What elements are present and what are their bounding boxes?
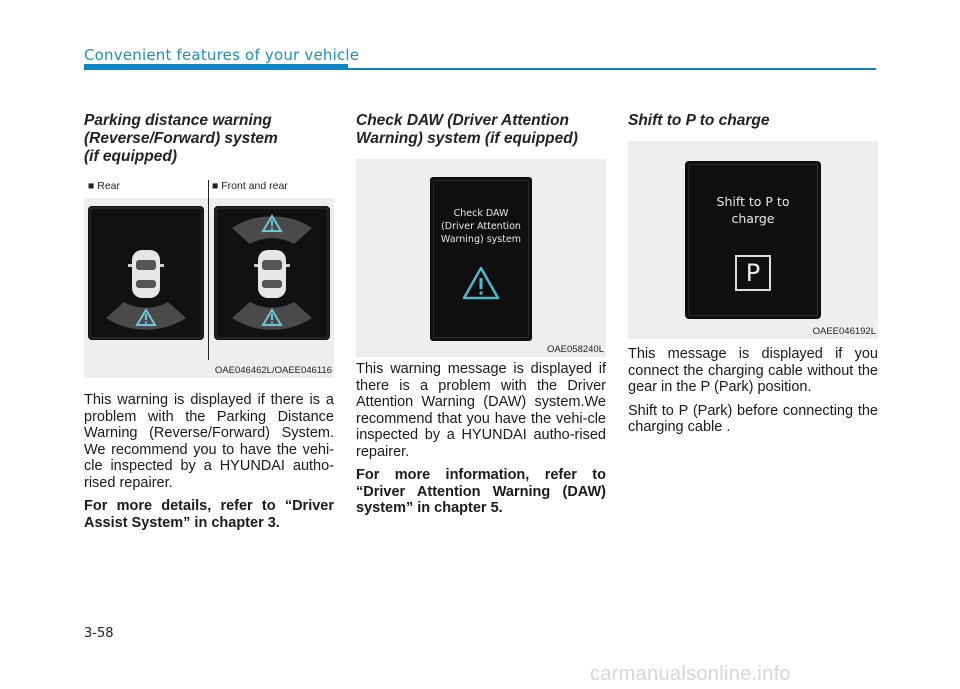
section-body bbox=[84, 392, 334, 531]
paragraph: This warning message is displayed if there is a problem with the Driver Attention Warning (DAW) system.We recommend that you have the vehi-cle inspected by a HYUNDAI autho-rised repairer. bbox=[356, 361, 606, 460]
section-body bbox=[356, 361, 606, 517]
shift-to-p-figure bbox=[628, 141, 878, 339]
figure-code: OAE058240L bbox=[546, 344, 604, 355]
parking-warning-figure bbox=[84, 180, 334, 378]
screen-line: (Driver Attention bbox=[441, 221, 521, 232]
rear-sensor-screen bbox=[88, 206, 204, 340]
section-check-daw bbox=[356, 110, 606, 524]
header-accent-bar bbox=[84, 64, 348, 70]
figure-code: OAE046462L/OAEE046116 bbox=[214, 365, 332, 376]
daw-warning-figure bbox=[356, 159, 606, 357]
section-shift-to-p bbox=[628, 110, 878, 443]
front-rear-sensor-screen bbox=[214, 206, 330, 340]
screen-message bbox=[685, 193, 821, 227]
title-line: Check DAW (Driver Attention bbox=[356, 112, 570, 129]
title-line: (Reverse/Forward) system bbox=[84, 130, 278, 147]
reference-note: For more information, refer to “Driver Attention Warning (DAW) system” in chapter 5. bbox=[356, 467, 606, 516]
title-line: (if equipped) bbox=[84, 148, 177, 165]
title-line: Warning) system (if equipped) bbox=[356, 130, 578, 147]
section-parking-distance-warning bbox=[84, 110, 334, 538]
screen-line: Warning) system bbox=[440, 234, 522, 245]
gear-p-indicator: P bbox=[735, 255, 771, 291]
paragraph: Shift to P (Park) before connecting the charging cable . bbox=[628, 402, 878, 435]
title-line: Shift to P to charge bbox=[628, 112, 770, 129]
cluster-screen bbox=[685, 161, 821, 319]
figure-divider bbox=[208, 180, 209, 360]
section-title bbox=[356, 112, 606, 148]
page-number: 3-58 bbox=[84, 626, 114, 641]
cluster-screen bbox=[430, 177, 532, 341]
section-body bbox=[628, 346, 878, 436]
screen-line: Shift to P to bbox=[716, 194, 790, 209]
screen-line: charge bbox=[731, 211, 775, 226]
screen-message bbox=[430, 207, 532, 246]
label-front-and-rear: ■ Front and rear bbox=[212, 180, 288, 192]
car-top-view-icon bbox=[254, 250, 290, 298]
car-top-view-icon bbox=[128, 250, 164, 298]
reference-note: For more details, refer to “Driver Assist System” in chapter 3. bbox=[84, 498, 334, 531]
paragraph: This message is displayed if you connect the charging cable without the gear in the P (Park) position. bbox=[628, 346, 878, 395]
section-title bbox=[84, 112, 334, 166]
header-title: Convenient features of your vehicle bbox=[84, 46, 360, 64]
watermark: carmanualsonline.info bbox=[590, 663, 791, 685]
title-line: Parking distance warning bbox=[84, 112, 272, 129]
paragraph: This warning is displayed if there is a problem with the Parking Distance Warning (Reverse/Forward) System. We recommend you to have the vehi-cle inspected by a HYUNDAI autho-rised repairer. bbox=[84, 392, 334, 491]
screen-line: Check DAW bbox=[453, 208, 509, 219]
section-title bbox=[628, 112, 878, 130]
page-header bbox=[84, 46, 359, 64]
figure-code: OAEE046192L bbox=[812, 326, 876, 337]
label-rear: ■ Rear bbox=[88, 180, 121, 192]
warning-triangle-icon bbox=[461, 265, 501, 301]
header-rule bbox=[348, 68, 876, 70]
